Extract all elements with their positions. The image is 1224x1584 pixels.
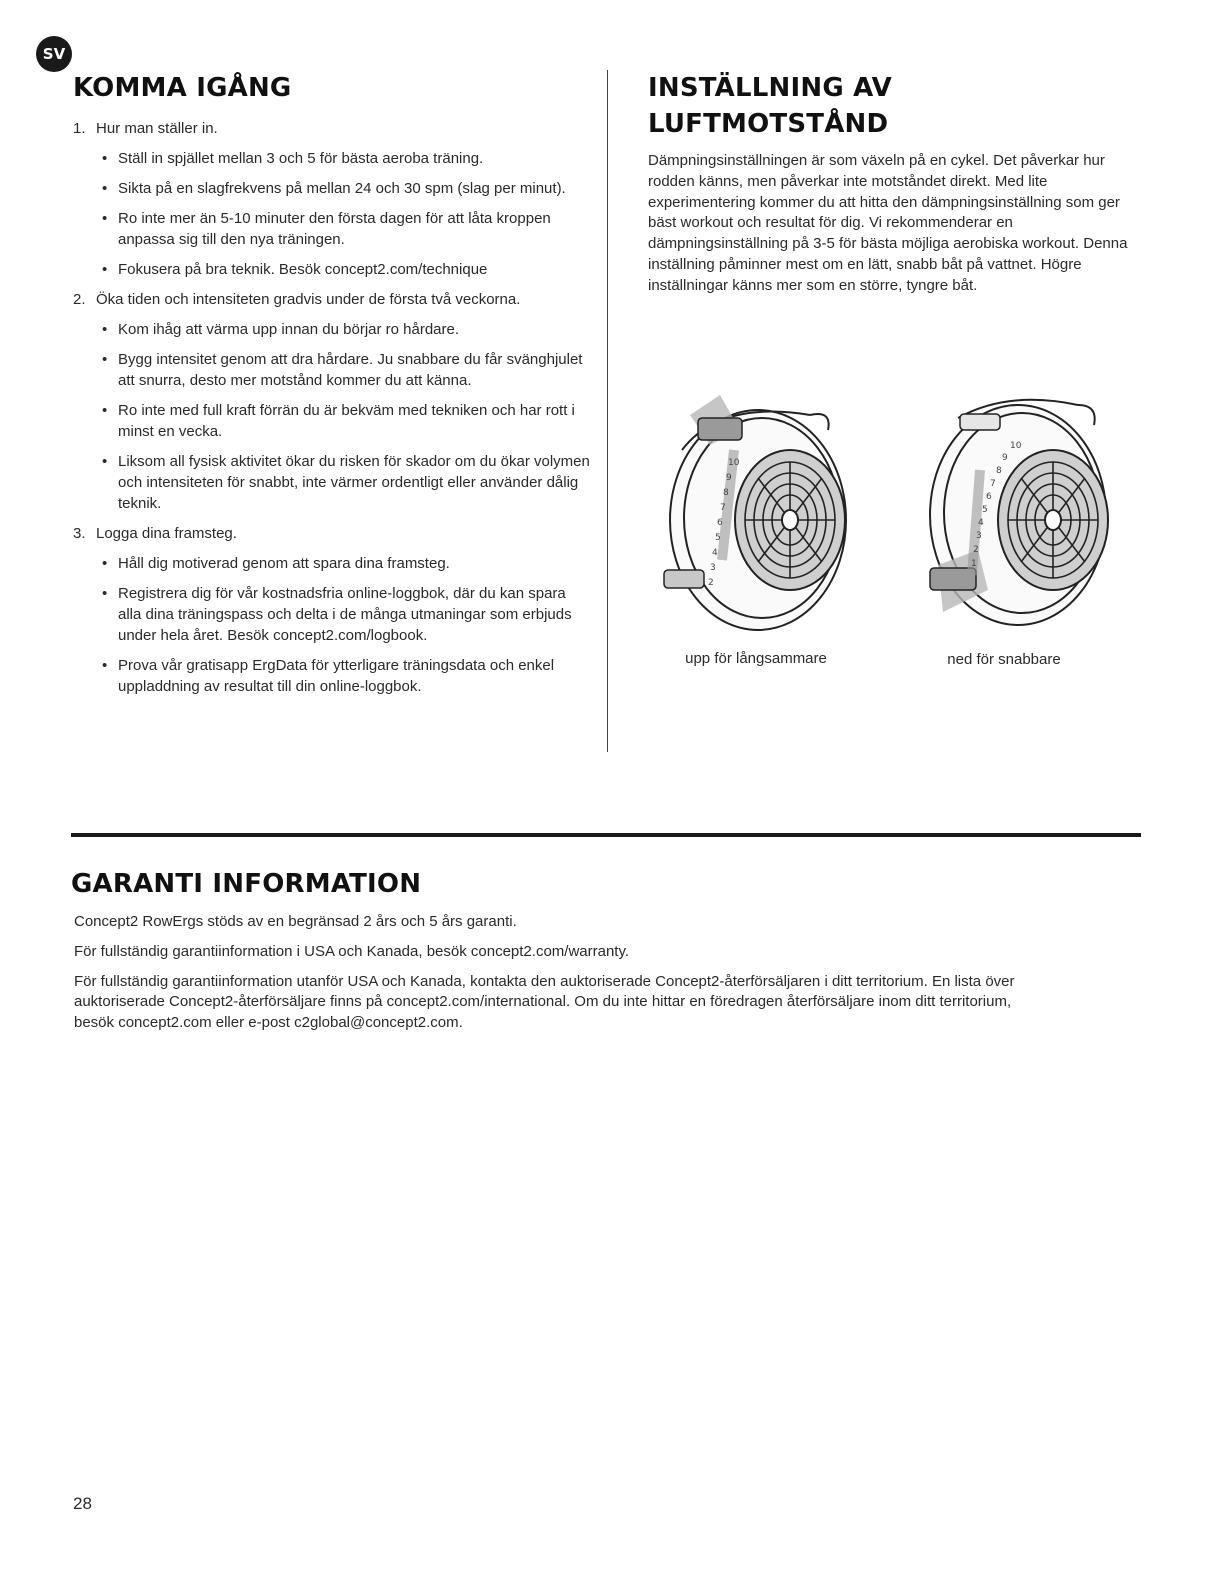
getting-started-section — [73, 70, 593, 706]
damper-up-illustration — [660, 390, 850, 635]
damper-scale-label: 10 — [1010, 441, 1022, 451]
damper-down-illustration — [918, 390, 1113, 635]
step-text: Logga dina framsteg. — [96, 525, 237, 542]
damper-scale-label: 4 — [712, 548, 718, 558]
damper-down-caption: ned för snabbare — [947, 651, 1061, 668]
bullet-item: • Kom ihåg att värma upp innan du börjar ro hårdare. — [102, 321, 460, 338]
air-resistance-section — [648, 70, 1138, 297]
language-badge: SV — [36, 36, 72, 72]
damper-scale-label: 4 — [978, 518, 984, 528]
bullet-item: • Prova vår gratisapp ErgData för ytterligare träningsdata och enkel uppladdning av resultat till din online-loggbok. — [102, 657, 555, 695]
warranty-paragraph: Concept2 RowErgs stöds av en begränsad 2 års och 5 års garanti. — [74, 913, 517, 930]
step-item — [73, 289, 593, 514]
damper-scale-label: 7 — [720, 503, 726, 513]
bullet-item: • Bygg intensitet genom att dra hårdare. Ju snabbare du får svänghjulet att snurra, desto mer motstånd kommer du att känna. — [102, 351, 583, 389]
air-resistance-title: INSTÄLLNING AV LUFTMOTSTÅND — [648, 73, 892, 139]
warranty-section — [71, 866, 1031, 1043]
damper-scale-label: 5 — [715, 533, 721, 543]
damper-scale-label: 3 — [710, 563, 716, 573]
air-resistance-text: Dämpningsinställningen är som växeln på en cykel. Det påverkar hur rodden känns, men påverkar inte motståndet direkt. Med lite experimentering kommer du att hitta den dämpningsinställning som ger bäst workout och resultat för dig. Vi rekommenderar en dämpningsinställning på 3-5 för bästa möjliga aerobiska workout. Denna inställning påminner mest om en lätt, snabb båt på vattnet. Högre inställningar känns mer som en större, tyngre båt. — [648, 152, 1128, 294]
damper-scale-label: 3 — [976, 531, 982, 541]
damper-scale-label: 2 — [973, 545, 979, 555]
bullet-item: • Sikta på en slagfrekvens på mellan 24 och 30 spm (slag per minut). — [102, 180, 566, 197]
damper-scale-label: 5 — [982, 505, 988, 515]
step-item — [73, 523, 593, 697]
steps-list — [73, 118, 593, 697]
damper-scale-label: 9 — [726, 473, 732, 483]
section-divider — [71, 833, 1141, 837]
column-divider — [607, 70, 608, 752]
step-item — [73, 118, 593, 280]
step-number: 3. — [73, 525, 86, 542]
bullet-item: • Fokusera på bra teknik. Besök concept2.com/technique — [102, 261, 488, 278]
page-number: 28 — [73, 1494, 92, 1513]
damper-scale-label: 6 — [986, 492, 992, 502]
step-number: 1. — [73, 120, 86, 137]
warranty-title: GARANTI INFORMATION — [71, 869, 422, 899]
warranty-paragraph: För fullständig garantiinformation utanför USA och Kanada, kontakta den auktoriserade Concept2-återförsäljaren i ditt territorium. En lista över auktoriserade Concept2-återförsäljare finns på concept2.com/international. Om du inte hittar en föredragen återförsäljare inom ditt territorium, besök concept2.com eller e-post c2global@concept2.com. — [74, 972, 1015, 1032]
step-number: 2. — [73, 291, 86, 308]
getting-started-title: KOMMA IGÅNG — [73, 73, 292, 103]
damper-scale-label: 1 — [971, 559, 977, 569]
bullet-item: • Ro inte mer än 5-10 minuter den första dagen för att låta kroppen anpassa sig till den nya träningen. — [102, 210, 551, 248]
bullet-item: • Ställ in spjället mellan 3 och 5 för bästa aeroba träning. — [102, 150, 484, 167]
damper-up-caption: upp för långsammare — [685, 650, 827, 667]
warranty-paragraph: För fullständig garantiinformation i USA och Kanada, besök concept2.com/warranty. — [74, 942, 630, 960]
bullet-list — [73, 319, 593, 514]
bullet-item: • Håll dig motiverad genom att spara dina framsteg. — [102, 555, 450, 572]
damper-scale-label: 7 — [990, 479, 996, 489]
bullet-list — [73, 148, 593, 280]
step-text: Hur man ställer in. — [96, 120, 218, 137]
damper-scale-label: 2 — [708, 578, 714, 588]
bullet-list — [73, 553, 593, 697]
damper-scale-label: 8 — [723, 488, 729, 498]
bullet-item: • Registrera dig för vår kostnadsfria online-loggbok, där du kan spara alla dina träningspass och delta i de många utmaningar som erbjuds under hela året. Besök concept2.com/logbook. — [102, 585, 572, 644]
bullet-item: • Ro inte med full kraft förrän du är bekväm med tekniken och har rott i minst en vecka. — [102, 402, 575, 440]
damper-scale-label: 6 — [717, 518, 723, 528]
bullet-item: • Liksom all fysisk aktivitet ökar du risken för skador om du ökar volymen och intensiteten för snabbt, inte värmer ordentligt eller använder dålig teknik. — [102, 453, 590, 512]
damper-scale-label: 9 — [1002, 453, 1008, 463]
damper-scale-label: 10 — [728, 458, 740, 468]
damper-scale-label: 8 — [996, 466, 1002, 476]
step-text: Öka tiden och intensiteten gradvis under de första två veckorna. — [96, 291, 521, 308]
